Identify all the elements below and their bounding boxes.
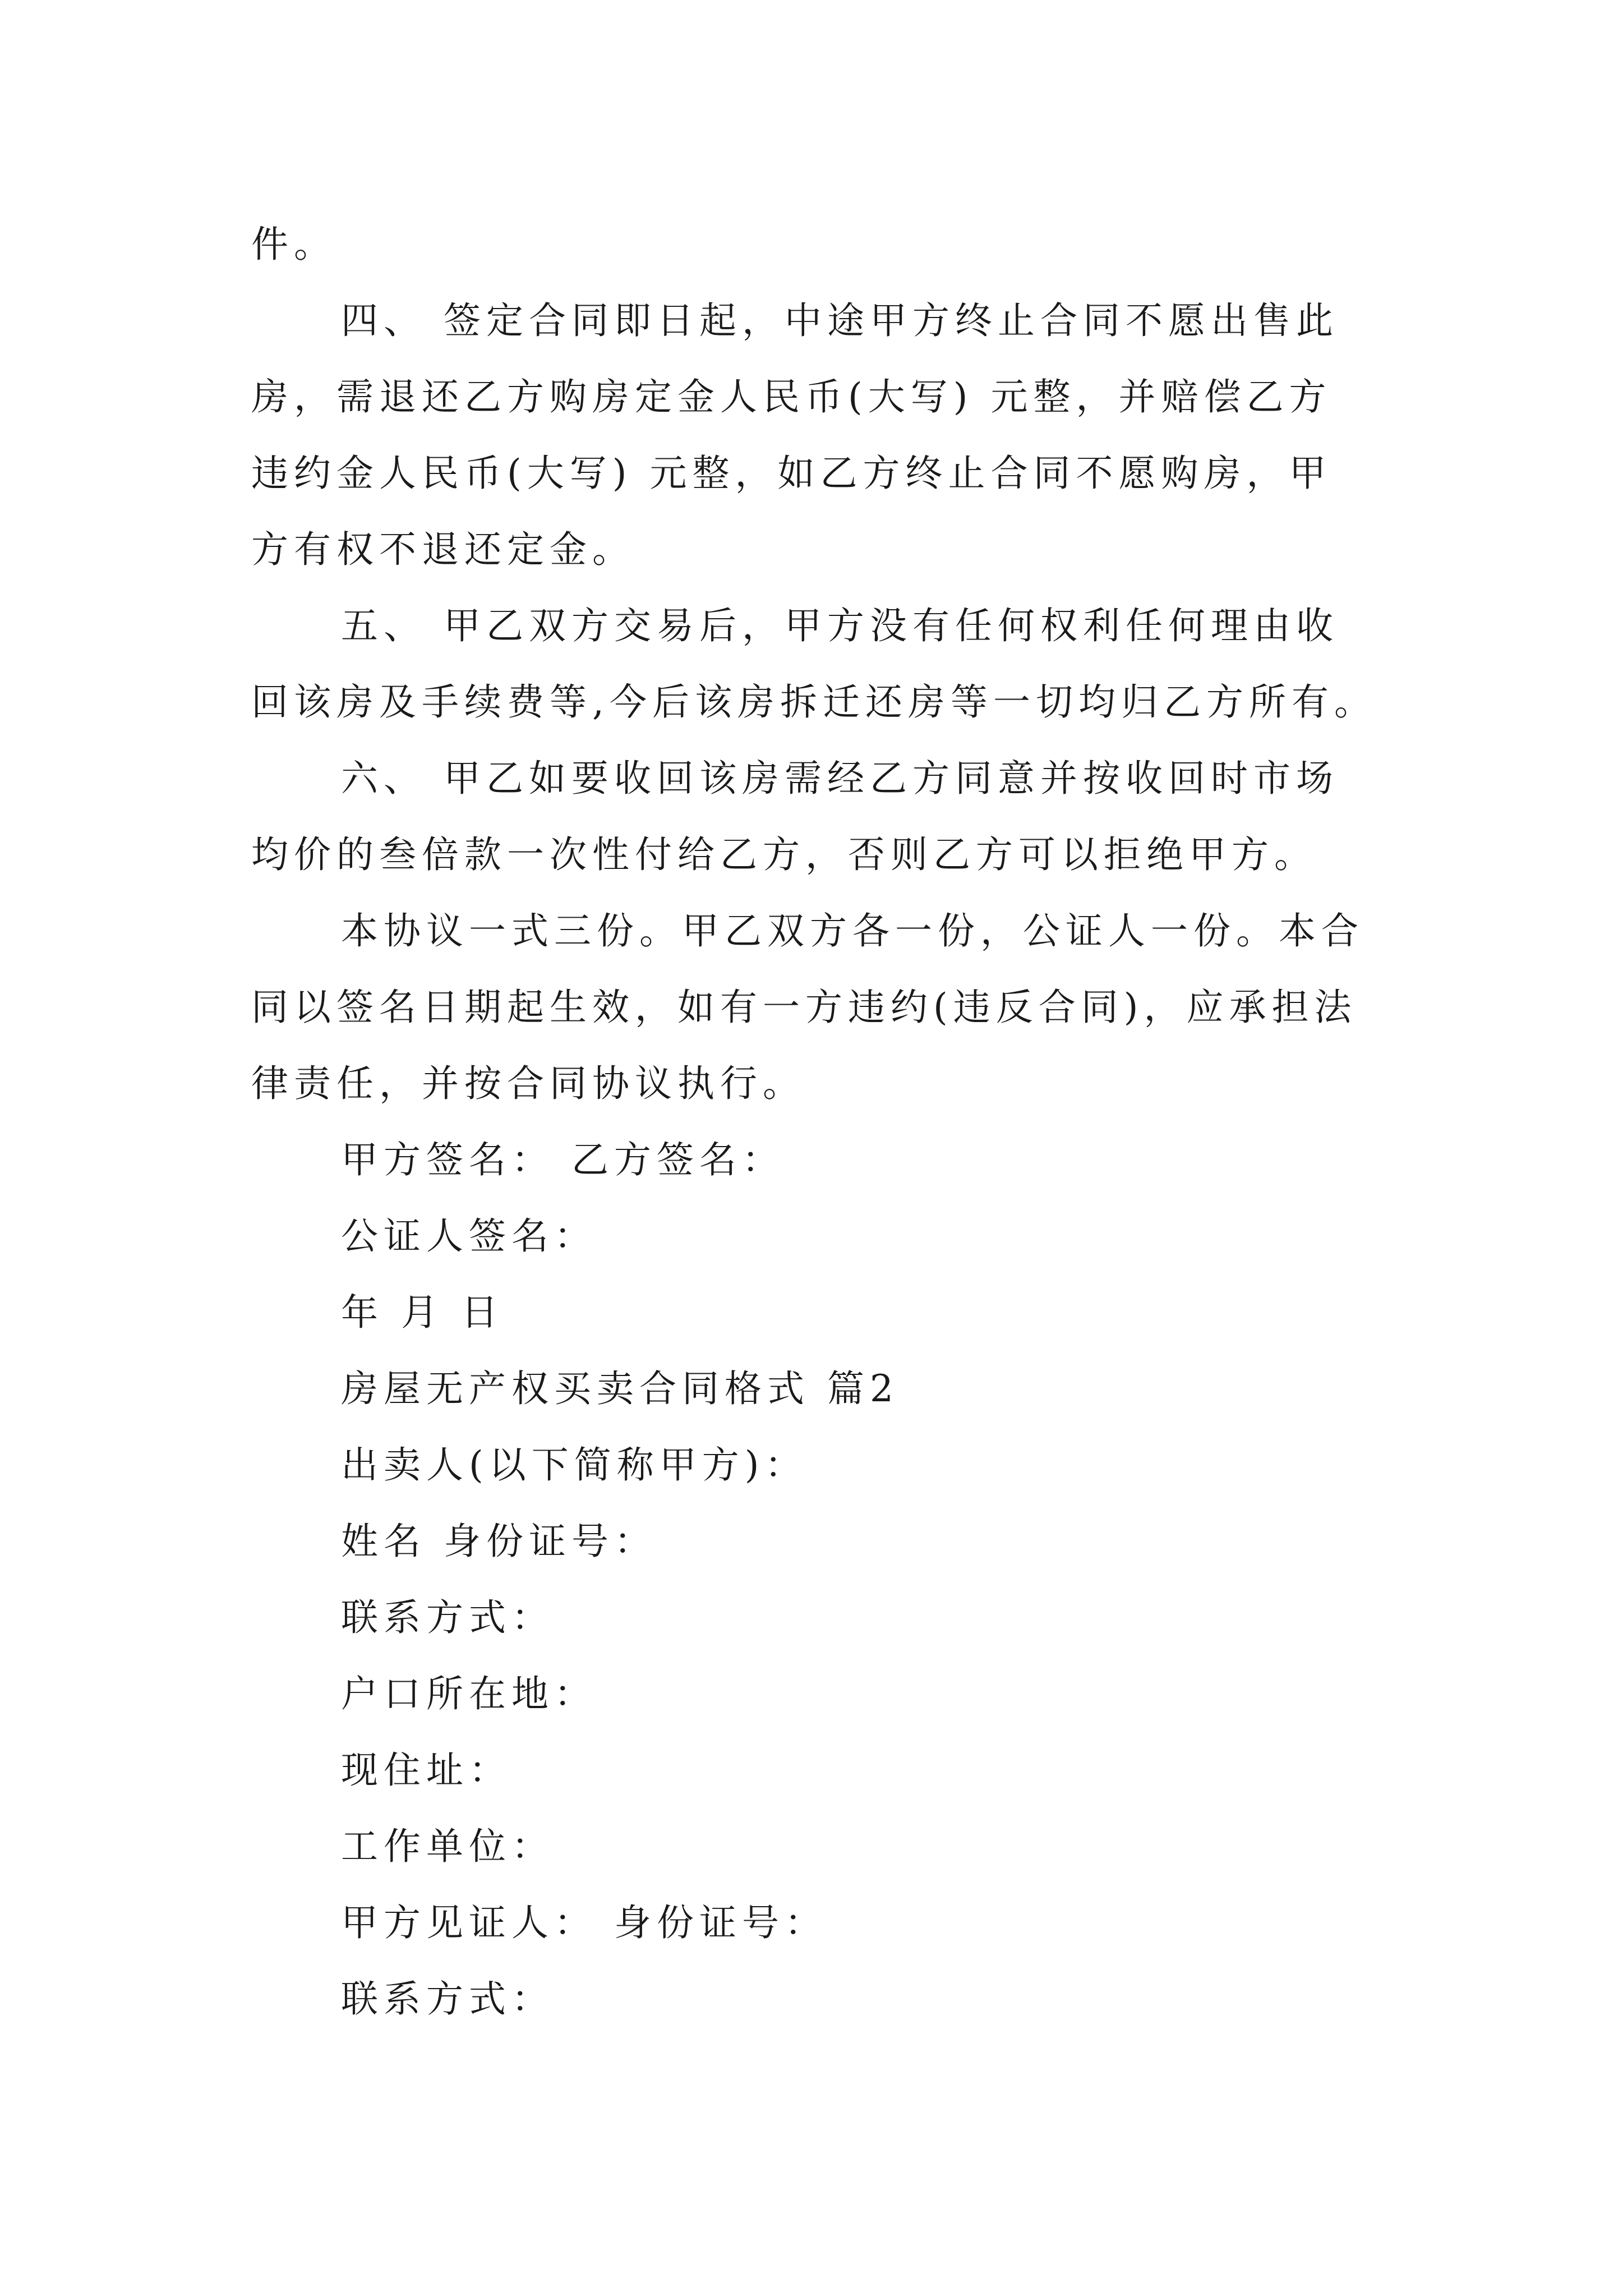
witness-contact-field: 联系方式：: [341, 1977, 554, 2021]
paragraph-line: 均价的叁倍款一次性付给乙方，否则乙方可以拒绝甲方。: [251, 833, 1317, 876]
notary-signature-line: 公证人签名：: [341, 1214, 597, 1258]
paragraph-line: 件。: [251, 223, 336, 266]
seller-hukou-field: 户口所在地：: [341, 1672, 597, 1715]
seller-name-id-field: 姓名 身份证号：: [341, 1520, 657, 1563]
document-body: [251, 206, 1377, 2037]
paragraph-line: 同以签名日期起生效，如有一方违约(违反合同)，应承担法: [251, 986, 1357, 1029]
section-title: 房屋无产权买卖合同格式 篇2: [341, 1367, 899, 1410]
paragraph-line: 律责任，并按合同协议执行。: [251, 1062, 805, 1105]
seller-heading: 出卖人(以下简称甲方)：: [341, 1443, 808, 1487]
seller-address-field: 现住址：: [341, 1749, 511, 1792]
paragraph-line: 违约金人民币(大写) 元整，如乙方终止合同不愿购房，甲: [251, 452, 1332, 495]
paragraph-line: 回该房及手续费等,今后该房拆迁还房等一切均归乙方所有。: [251, 680, 1377, 724]
agreement-copies-line: 本协议一式三份。甲乙双方各一份，公证人一份。本合: [341, 909, 1364, 953]
paragraph-line: 房，需退还乙方购房定金人民币(大写) 元整，并赔偿乙方: [251, 375, 1332, 418]
signature-party-line: 甲方签名： 乙方签名：: [341, 1138, 785, 1181]
clause-five-line: 五、 甲乙双方交易后，甲方没有任何权利任何理由收: [341, 604, 1339, 647]
seller-contact-field: 联系方式：: [341, 1596, 554, 1639]
witness-id-field: 甲方见证人： 身份证号：: [341, 1901, 827, 1944]
clause-four-line: 四、 签定合同即日起，中途甲方终止合同不愿出售此: [341, 299, 1339, 342]
paragraph-line: 方有权不退还定金。: [251, 528, 635, 571]
seller-employer-field: 工作单位：: [341, 1825, 554, 1868]
date-line: 年 月 日: [341, 1291, 504, 1334]
clause-six-line: 六、 甲乙如要收回该房需经乙方同意并按收回时市场: [341, 757, 1339, 800]
